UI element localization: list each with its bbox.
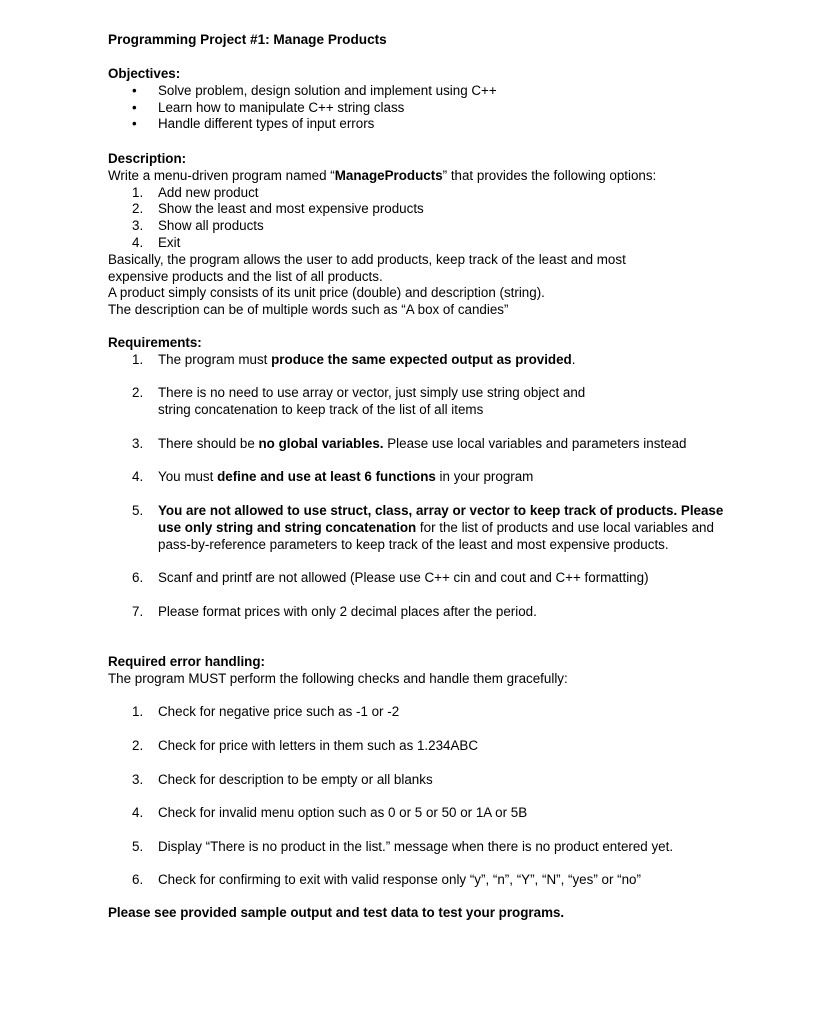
item-text: Check for invalid menu option such as 0 or 5 or 50 or 1A or 5B (158, 805, 528, 821)
list-item (108, 738, 728, 755)
item-number: 5. (132, 838, 144, 854)
program-name: ManageProducts (334, 167, 443, 183)
item-text: Add new product (158, 184, 259, 200)
intro-text: Write a menu-driven program named “ (108, 167, 335, 183)
item-text: Please format prices with only 2 decimal places after the period. (158, 603, 537, 619)
item-text: for the list of products and use local variables and pass-by-reference parameters to keep track of the least and most expensive products. (158, 519, 714, 552)
item-number: 3. (132, 435, 144, 451)
item-text: Check for negative price such as -1 or -2 (158, 704, 400, 720)
list-item (108, 805, 728, 822)
menu-options-list (108, 185, 688, 252)
item-text: Scanf and printf are not allowed (Please use C++ cin and cout and C++ formatting) (158, 570, 649, 586)
intro-text: ” that provides the following options: (442, 167, 657, 183)
list-item (108, 352, 728, 369)
objectives-list (108, 83, 728, 133)
item-number: 3. (132, 218, 144, 234)
list-item (108, 839, 817, 856)
item-number: 5. (132, 502, 144, 518)
list-item (108, 218, 688, 235)
requirements-list (108, 352, 728, 621)
item-number: 6. (132, 872, 144, 888)
item-text: There is no need to use array or vector, just simply use string object and string concatenation to keep track of the list of all items (158, 385, 586, 418)
item-emphasis: no global variables. (258, 435, 384, 451)
item-text: . (571, 351, 576, 367)
item-text: There should be (158, 435, 259, 451)
list-item (108, 503, 728, 553)
list-item (108, 704, 728, 721)
item-emphasis: You are not allowed to use struct, class, array or vector to keep track of products. Please use only string and string concatenation (158, 502, 724, 535)
page-title: Programming Project #1: Manage Products (108, 32, 387, 47)
list-item: • Handle different types of input errors (108, 116, 728, 133)
item-text: Please use local variables and parameters instead (383, 435, 687, 451)
description-paragraph: Basically, the program allows the user to add products, keep track of the least and most expensive products and the list of all products. (108, 251, 626, 284)
list-item (108, 570, 728, 587)
objectives-section (108, 66, 728, 133)
item-number: 4. (132, 234, 144, 250)
item-number: 7. (132, 603, 144, 619)
item-number: 3. (132, 771, 144, 787)
item-emphasis: define and use at least 6 functions (217, 469, 436, 485)
list-item (108, 872, 817, 889)
item-emphasis: produce the same expected output as provided (271, 351, 572, 367)
list-item (108, 469, 728, 486)
description-section (108, 151, 688, 319)
item-number: 6. (132, 570, 144, 586)
closing-note: Please see provided sample output and test data to test your programs. (108, 905, 565, 920)
item-number: 2. (132, 737, 144, 753)
item-text: Display “There is no product in the list.” message when there is no product entered yet. (158, 838, 674, 854)
item-text: Check for description to be empty or all blanks (158, 771, 433, 787)
error-checks-list (108, 704, 728, 889)
list-item (108, 604, 728, 621)
item-text: You must (158, 469, 218, 485)
item-number: 4. (132, 469, 144, 485)
error-handling-section (108, 654, 728, 906)
error-handling-heading: Required error handling: (108, 654, 265, 669)
description-paragraph: A product simply consists of its unit price (double) and description (string). (108, 285, 545, 301)
item-number: 1. (132, 704, 144, 720)
list-item (108, 436, 817, 453)
item-text: The program must (158, 351, 272, 367)
description-intro (108, 168, 688, 185)
list-item: • Solve problem, design solution and implement using C++ (108, 83, 728, 100)
requirements-heading: Requirements: (108, 335, 202, 350)
list-item (108, 201, 688, 218)
list-item (108, 385, 728, 419)
item-number: 4. (132, 805, 144, 821)
item-number: 1. (132, 351, 144, 367)
item-text: in your program (435, 469, 534, 485)
item-number: 1. (132, 184, 144, 200)
objectives-heading: Objectives: (108, 66, 181, 81)
list-item (108, 185, 688, 202)
description-heading: Description: (108, 151, 187, 166)
list-item (108, 772, 728, 789)
description-paragraph: The description can be of multiple words such as “A box of candies” (108, 302, 509, 318)
item-text: Check for confirming to exit with valid response only “y”, “n”, “Y”, “N”, “yes” or “no” (158, 872, 641, 888)
item-number: 2. (132, 201, 144, 217)
requirements-section (108, 335, 728, 637)
item-text: Show all products (158, 218, 264, 234)
item-text: Show the least and most expensive products (158, 201, 424, 217)
item-number: 2. (132, 385, 144, 401)
item-text: Exit (158, 234, 181, 250)
item-text: Check for price with letters in them such as 1.234ABC (158, 737, 479, 753)
error-handling-intro: The program MUST perform the following checks and handle them gracefully: (108, 670, 568, 686)
list-item (108, 235, 688, 252)
list-item: • Learn how to manipulate C++ string class (108, 100, 728, 117)
